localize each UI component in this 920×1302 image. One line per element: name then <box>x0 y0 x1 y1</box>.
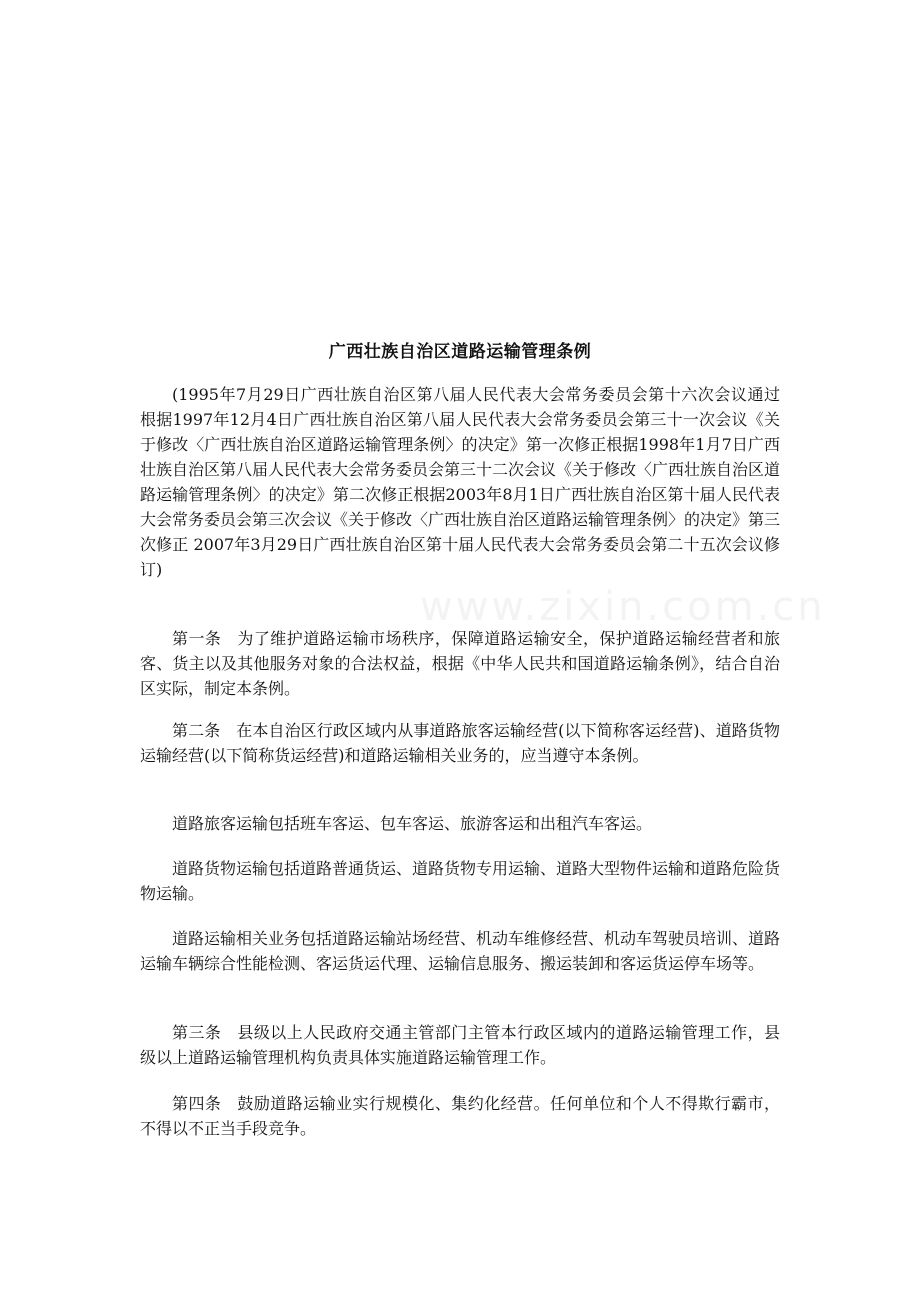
paragraph-related-business: 道路运输相关业务包括道路运输站场经营、机动车维修经营、机动车驾驶员培训、道路运输车辆综合性能检测、客运货运代理、运输信息服务、搬运装卸和客运货运停车场等。 <box>140 929 781 973</box>
article-4-text: 鼓励道路运输业实行规模化、集约化经营。任何单位和个人不得欺行霸市，不得以不正当手段竞争。 <box>140 1094 780 1138</box>
article-2-number: 第二条 <box>172 721 221 740</box>
paragraph-freight-transport: 道路货物运输包括道路普通货运、道路货物专用运输、道路大型物件运输和道路危险货物运输。 <box>140 859 781 903</box>
article-2-text: 在本自治区行政区域内从事道路旅客运输经营(以下简称客运经营)、道路货物运输经营(以下简称货运经营)和道路运输相关业务的，应当遵守本条例。 <box>140 721 780 765</box>
document-title: 广西壮族自治区道路运输管理条例 <box>328 342 592 362</box>
preamble: (1995年7月29日广西壮族自治区第八届人民代表大会常务委员会第十六次会议通过 根据1997年12月4日广西壮族自治区第八届人民代表大会常务委员会第三十一次会议《关于修改〈广西壮族自治区道路运输管理条例〉的决定》第一次修正根据1998年1月7日广西壮族自治区第八届人民代表大会常务委员会第三十二次会议《关于修改〈广西壮族自治区道路运输管理条例〉的决定》第二次修正根据2003年8月1日广西壮族自治区第十届人民代表大会常务委员会第三次会议《关于修改〈广西壮族自治区道路运输管理条例〉的决定》第三次修正 2007年3月29日广西壮族自治区第十届人民代表大会常务委员会第二十五次会议修订) <box>140 385 781 579</box>
article-1-number: 第一条 <box>172 629 222 648</box>
article-1-text: 为了维护道路运输市场秩序，保障道路运输安全，保护道路运输经营者和旅客、货主以及其他服务对象的合法权益，根据《中华人民共和国道路运输条例》，结合自治区实际，制定本条例。 <box>140 629 780 698</box>
paragraph-passenger-transport: 道路旅客运输包括班车客运、包车客运、旅游客运和出租汽车客运。 <box>172 814 653 833</box>
article-4 <box>140 1091 780 1141</box>
article-3 <box>140 1020 780 1070</box>
article-2 <box>140 718 780 768</box>
article-4-number: 第四条 <box>172 1094 222 1113</box>
article-1 <box>140 626 780 701</box>
article-3-text: 县级以上人民政府交通主管部门主管本行政区域内的道路运输管理工作，县级以上道路运输管理机构负责具体实施道路运输管理工作。 <box>140 1023 780 1067</box>
article-3-number: 第三条 <box>172 1023 222 1042</box>
watermark: www.zixin.com.cn <box>420 584 826 630</box>
